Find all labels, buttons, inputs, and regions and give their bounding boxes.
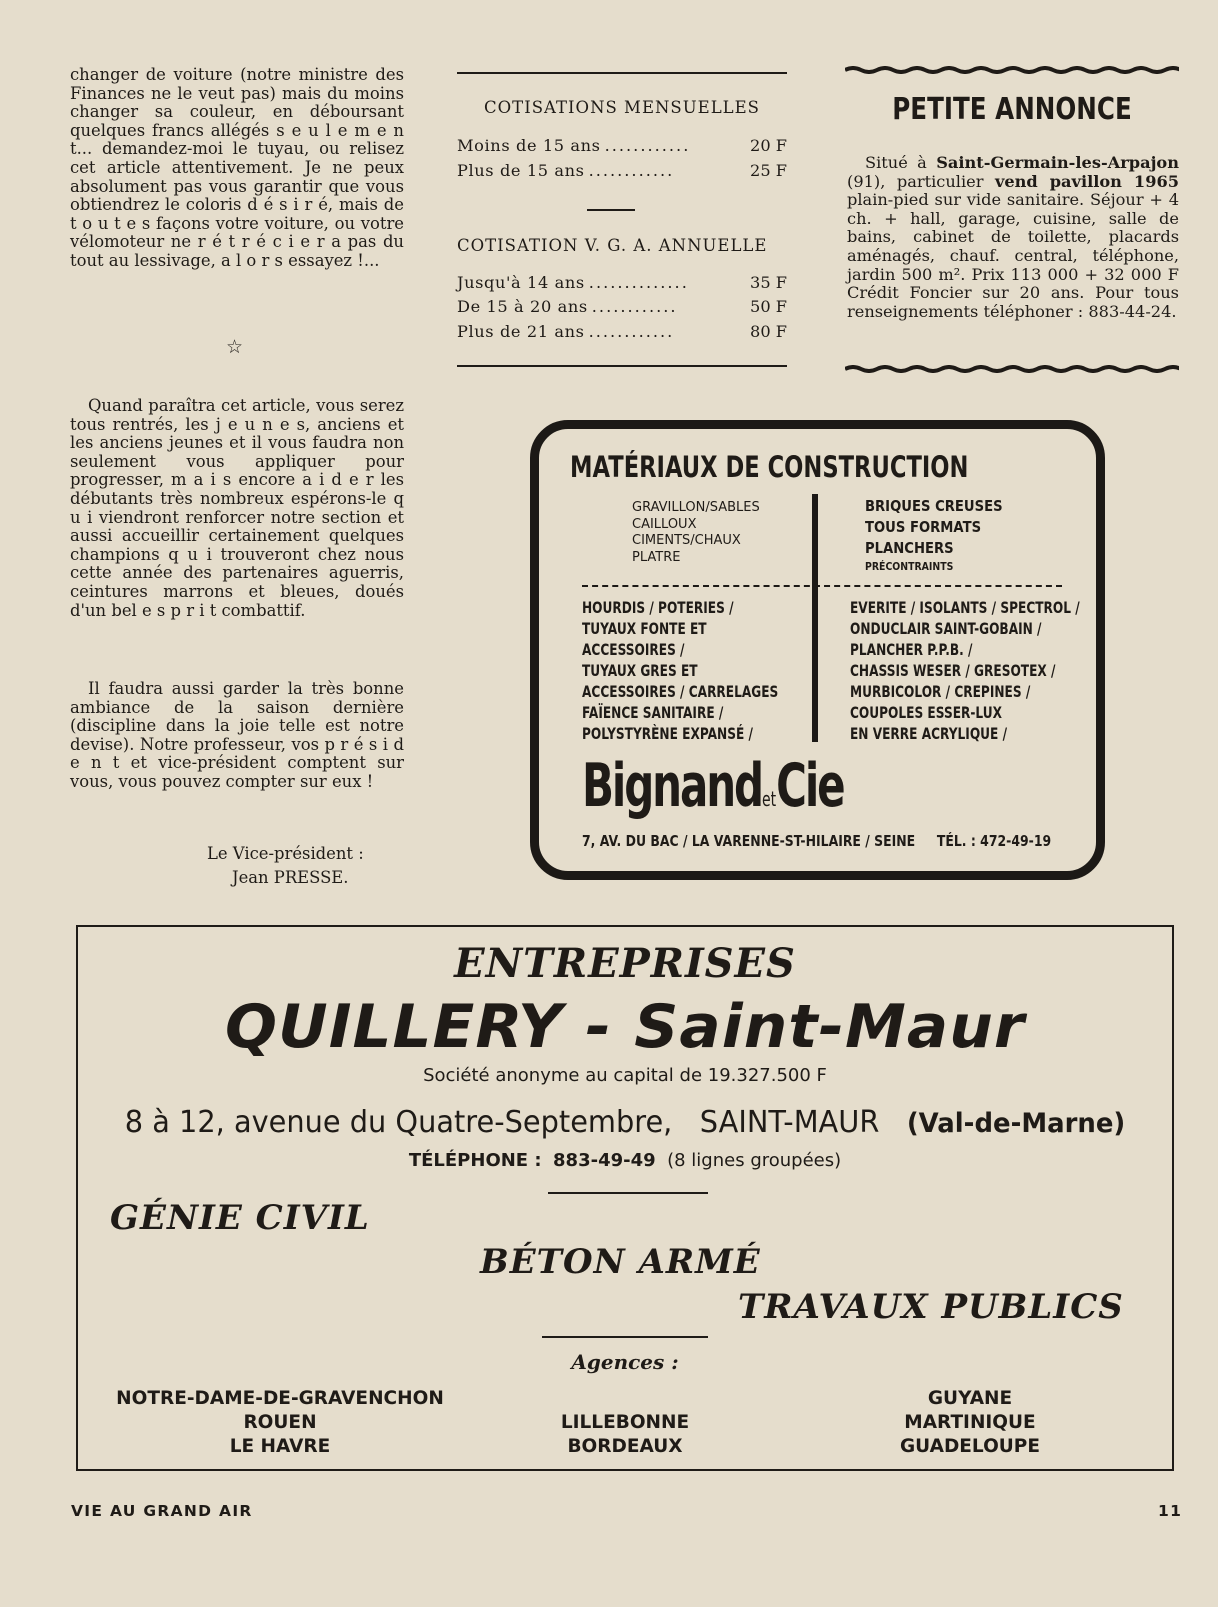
bottom-rule (457, 365, 787, 367)
dashed-divider (582, 585, 1062, 587)
agences-col-1: NOTRE-DAME-DE-GRAVENCHON ROUEN LE HAVRE (116, 1388, 444, 1457)
article-paragraph-2: Quand paraîtra cet article, vous serez tous rentrés, les j e u n e s, anciens et les anciens jeunes et il vous faudra non seulement vous appliquer pour progresser, m a i s encore a i d e r les débutants très nombreux espérons-le q u i viendront renforcer notre section et aussi accueillir certainement quelques champions q u i trouveront chez nous cette année des partenaires aguerris, ceintures marrons et bleues, doués d'un bel e s p r i t combattif. (70, 396, 404, 620)
activity-genie-civil: GÉNIE CIVIL (110, 1198, 370, 1238)
quillery-divider-2 (542, 1336, 708, 1338)
cotisations-block (457, 0, 787, 380)
signature-name: Jean PRESSE. (232, 868, 349, 887)
wavy-rule-top (845, 66, 1179, 74)
materiaux-bottom-left-list: HOURDIS / POTERIES / TUYAUX FONTE ET ACCESSOIRES / TUYAUX GRES ET ACCESSOIRES / CARRELAGES FAÏENCE SANITAIRE / POLYSTYRÈNE EXPANSÉ / (582, 598, 779, 743)
petite-annonce-title: PETITE ANNONCE (892, 92, 1132, 127)
materiaux-top-right-list: BRIQUES CREUSES TOUS FORMATS PLANCHERS PRÉCONTRAINTS (865, 497, 1003, 573)
materiaux-title: MATÉRIAUX DE CONSTRUCTION (570, 450, 969, 484)
page-number: 11 (1158, 1502, 1183, 1520)
table-row: Plus de 21 ans ............ 80 F (457, 322, 787, 341)
table-row: Plus de 15 ans ............ 25 F (457, 161, 787, 180)
activity-travaux-publics: TRAVAUX PUBLICS (738, 1287, 1124, 1327)
quillery-telephone: TÉLÉPHONE : 883-49-49 (8 lignes groupées) (408, 1150, 842, 1171)
short-divider (587, 209, 635, 211)
agences-col-2: LILLEBONNE BORDEAUX (560, 1412, 690, 1457)
quillery-capital: Société anonyme au capital de 19.327.500 F (423, 1065, 827, 1086)
wavy-rule-bottom (845, 365, 1179, 373)
quillery-address: 8 à 12, avenue du Quatre-Septembre, SAINT-MAUR (Val-de-Marne) (124, 1105, 1126, 1140)
signature-role: Le Vice-président : (207, 844, 364, 863)
bignand-logo: BignandetCie (582, 751, 844, 821)
petite-annonce-text: Situé à Saint-Germain-les-Arpajon (91), particulier vend pavillon 1965 plain-pied sur vide sanitaire. Séjour + 4 ch. + hall, garage, cuisine, salle de bains, cabinet de toilette, placards aménagés, chauf. central, téléphone, jardin 500 m². Prix 113 000 + 32 000 F Crédit Foncier sur 20 ans. Pour tous renseignements téléphoner : 883-44-24. (847, 153, 1179, 321)
table-row: Moins de 15 ans ............ 20 F (457, 136, 787, 155)
annual-title: COTISATION V. G. A. ANNUELLE (457, 236, 768, 255)
table-row: Jusqu'à 14 ans .............. 35 F (457, 273, 787, 292)
quillery-name: QUILLERY - Saint-Maur (224, 992, 1026, 1062)
agences-col-3: GUYANE MARTINIQUE GUADELOUPE (899, 1388, 1041, 1457)
vertical-divider (812, 494, 818, 742)
materiaux-top-left-list: GRAVILLON/SABLES CAILLOUX CIMENTS/CHAUX PLATRE (632, 500, 760, 565)
monthly-title: COTISATIONS MENSUELLES (484, 98, 760, 117)
materiaux-address: 7, AV. DU BAC / LA VARENNE-ST-HILAIRE / SEINE TÉL. : 472-49-19 (582, 832, 1052, 850)
materiaux-bottom-right-list: EVERITE / ISOLANTS / SPECTROL / ONDUCLAIR SAINT-GOBAIN / PLANCHER P.P.B. / CHASSIS WESER / GRESOTEX / MURBICOLOR / CREPINES / COUPOLES ESSER-LUX EN VERRE ACRYLIQUE / (850, 598, 1080, 743)
table-row: De 15 à 20 ans ............ 50 F (457, 297, 787, 316)
article-intro: changer de voiture (notre ministre des Finances ne le veut pas) mais du moins changer sa couleur, en déboursant quelques francs allégés s e u l e m e n t... demandez-moi le tuyau, ou relisez cet article attentivement. Je ne peux absolument pas vous garantir que vous obtiendrez le coloris d é s i r é, mais de t o u t e s façons votre voiture, ou votre vélomoteur ne r é t r é c i e r a pas du tout au lessivage, a l o r s essayez !... (70, 65, 404, 270)
star-separator-icon: ☆ (226, 336, 244, 358)
agences-label: Agences : (571, 1350, 679, 1374)
top-rule (457, 72, 787, 74)
quillery-entreprises: ENTREPRISES (454, 940, 796, 987)
activity-beton-arme: BÉTON ARMÉ (480, 1242, 761, 1282)
quillery-divider-1 (548, 1192, 708, 1194)
article-paragraph-3: Il faudra aussi garder la très bonne ambiance de la saison dernière (discipline dans la joie telle est notre devise). Notre professeur, vos p r é s i d e n t et vice-président comptent sur vous, vous pouvez compter sur eux ! (70, 679, 404, 791)
footer-magazine-title: VIE AU GRAND AIR (71, 1502, 253, 1520)
